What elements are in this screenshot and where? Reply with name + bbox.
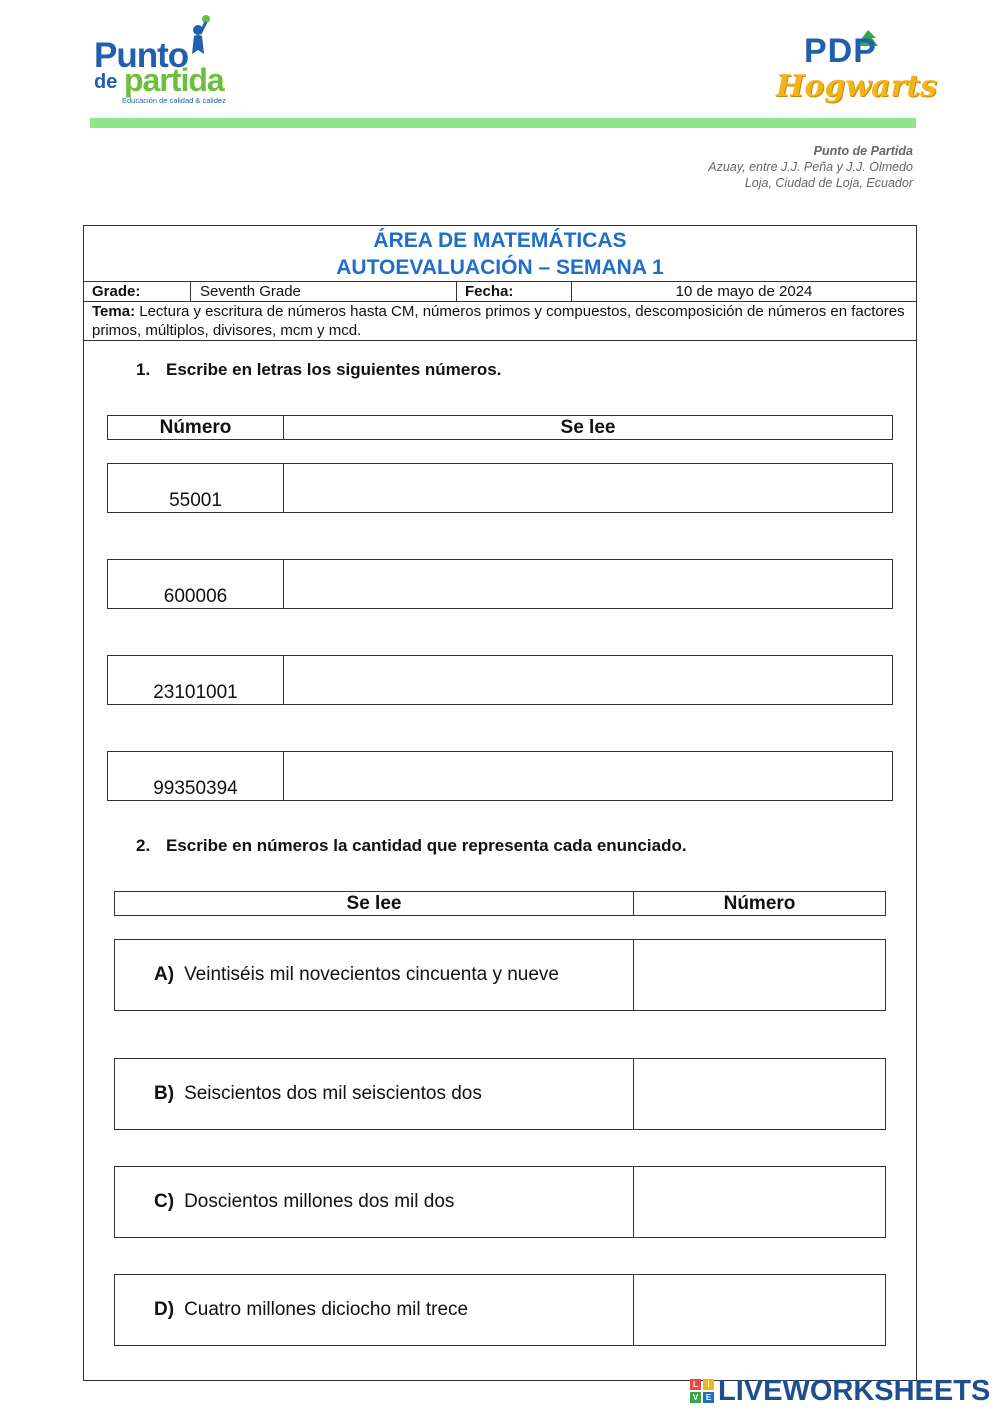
q2-letter: D) <box>154 1299 175 1320</box>
question-2-number: 2. <box>136 836 151 855</box>
q2-row-d <box>114 1274 886 1346</box>
block-letter: E <box>703 1392 714 1403</box>
address-org: Punto de Partida <box>813 144 913 158</box>
question-2 <box>136 836 687 856</box>
school-address <box>708 143 913 191</box>
block-letter: L <box>690 1379 701 1390</box>
q2-letter: B) <box>154 1083 175 1104</box>
q2-header-table <box>114 891 886 916</box>
q1-answer-field[interactable] <box>284 752 893 801</box>
topic-label: Tema: <box>92 303 136 320</box>
q2-col-number: Número <box>634 892 886 916</box>
logo-word-pdp: PDP <box>804 32 877 70</box>
liveworksheets-watermark <box>690 1376 990 1406</box>
grade-value: Seventh Grade <box>191 282 457 301</box>
header-divider <box>90 118 916 128</box>
logo-word-partida: partida <box>124 62 224 98</box>
date-value: 10 de mayo de 2024 <box>675 283 813 300</box>
logo-word-hogwarts: Hogwarts <box>776 69 938 104</box>
q1-row-3 <box>107 655 893 705</box>
q1-number-cell: 600006 <box>108 560 284 609</box>
logo-word-de: de <box>94 71 118 93</box>
q2-statement: Seiscientos dos mil seiscientos dos <box>184 1083 482 1104</box>
child-figure-icon <box>184 14 214 64</box>
topic-row <box>84 301 916 341</box>
q1-row-4 <box>107 751 893 801</box>
liveworksheets-blocks-icon <box>690 1379 714 1403</box>
q2-statement-cell <box>115 1167 634 1238</box>
q1-row-1 <box>107 463 893 513</box>
q1-col-number: Número <box>108 416 284 440</box>
question-1-prompt: Escribe en letras los siguientes números. <box>166 360 502 379</box>
q2-statement-cell <box>115 1059 634 1130</box>
title-evaluation: AUTOEVALUACIÓN – SEMANA 1 <box>336 256 664 279</box>
q2-letter: C) <box>154 1191 175 1212</box>
q2-answer-field[interactable] <box>634 940 886 1011</box>
q2-statement: Doscientos millones dos mil dos <box>184 1191 455 1212</box>
q1-number-cell: 99350394 <box>108 752 284 801</box>
q1-answer-field[interactable] <box>284 464 893 513</box>
q2-row-a <box>114 939 886 1011</box>
address-line-1: Azuay, entre J.J. Peña y J.J. Olmedo <box>708 160 913 174</box>
q1-header-table <box>107 415 893 440</box>
q2-statement: Veintiséis mil novecientos cincuenta y nueve <box>184 964 559 985</box>
info-row <box>84 281 916 302</box>
date-label: Fecha: <box>457 282 572 301</box>
logo-tagline: Educación de calidad & calidez <box>122 96 226 105</box>
liveworksheets-wordmark: LIVEWORKSHEETS <box>718 1374 991 1407</box>
punto-de-partida-logo <box>92 14 252 106</box>
question-1 <box>136 360 501 380</box>
logo-word-punto: Punto <box>94 36 189 75</box>
title-area: ÁREA DE MATEMÁTICAS <box>373 229 627 252</box>
q1-row-2 <box>107 559 893 609</box>
question-1-number: 1. <box>136 360 151 379</box>
worksheet-title <box>84 226 916 282</box>
q2-statement-cell <box>115 940 634 1011</box>
q1-col-read: Se lee <box>284 416 893 440</box>
grade-label: Grade: <box>84 282 191 301</box>
q1-answer-field[interactable] <box>284 656 893 705</box>
block-letter: I <box>703 1379 714 1390</box>
topic-text: Lectura y escritura de números hasta CM, números primos y compuestos, descomposición de números en factores primos, múltiplos, divisores, mcm y mcd. <box>92 303 905 339</box>
block-letter: V <box>690 1392 701 1403</box>
q2-row-c <box>114 1166 886 1238</box>
q2-statement-cell <box>115 1275 634 1346</box>
q2-answer-field[interactable] <box>634 1059 886 1130</box>
address-line-2: Loja, Ciudad de Loja, Ecuador <box>744 176 913 190</box>
q2-col-read: Se lee <box>115 892 634 916</box>
question-2-prompt: Escribe en números la cantidad que representa cada enunciado. <box>166 836 687 855</box>
q2-statement: Cuatro millones diciocho mil trece <box>184 1299 469 1320</box>
q2-letter: A) <box>154 964 175 985</box>
q1-number-cell: 55001 <box>108 464 284 513</box>
q2-answer-field[interactable] <box>634 1167 886 1238</box>
q1-number-cell: 23101001 <box>108 656 284 705</box>
q2-row-b <box>114 1058 886 1130</box>
pdp-hogwarts-logo <box>772 28 938 114</box>
q1-answer-field[interactable] <box>284 560 893 609</box>
q2-answer-field[interactable] <box>634 1275 886 1346</box>
